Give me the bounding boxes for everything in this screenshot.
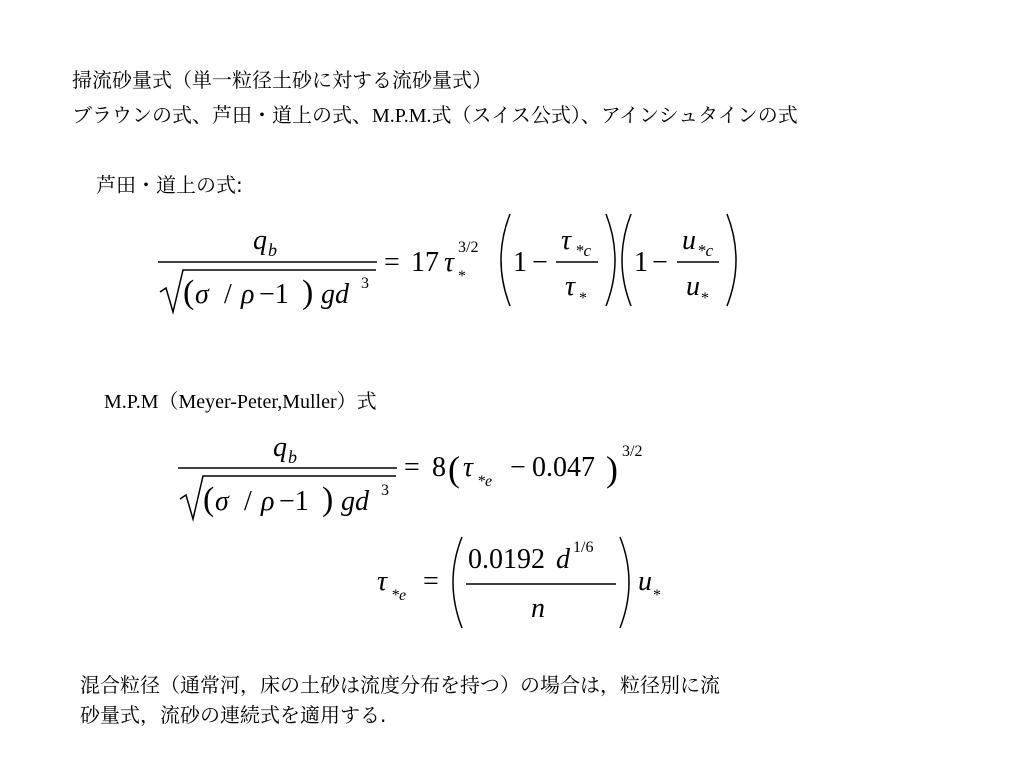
mpm-tau2-den: n — [531, 593, 545, 624]
ashida-frac2-num-sub: *c — [697, 241, 714, 260]
ashida-tau-sub: * — [458, 268, 466, 285]
footer-line-1: 混合粒径（通常河，床の土砂は流度分布を持つ）の場合は，粒径別に流 — [80, 673, 720, 697]
mpm-heading-a: M.P.M（Meyer-Peter,Muller） — [104, 391, 357, 413]
footer-line-2: 砂量式，流砂の連続式を適用する. — [80, 703, 387, 727]
ashida-heading-colon: : — [236, 173, 243, 197]
intro-line-2-a: ブラウンの式、芦田・道上の式、 — [72, 103, 372, 127]
mpm-equals: = — [404, 452, 420, 483]
ashida-minus-a: − — [532, 247, 548, 278]
ashida-num-q: q — [253, 225, 267, 256]
ashida-frac1-den-sub: * — [579, 290, 587, 307]
intro-line-1: 掃流砂量式（単一粒径土砂に対する流砂量式） — [72, 68, 492, 92]
mpm-paren-open: ( — [448, 449, 460, 489]
ashida-den-sigma: σ — [195, 279, 209, 310]
ashida-den-rho: ρ — [241, 279, 255, 310]
ashida-num-sub: b — [268, 240, 277, 260]
intro-line-2-c: 式（スイス公式）、アインシュタインの式 — [431, 103, 798, 127]
mpm-tau2-num: 0.0192 — [468, 544, 545, 575]
ashida-den-open: ( — [183, 274, 195, 311]
mpm-tau-sub: *e — [477, 473, 493, 490]
ashida-frac2-den: u — [686, 271, 700, 302]
ashida-den-minus1: −1 — [259, 279, 289, 310]
mpm-tau2-sub: *e — [391, 587, 407, 604]
mpm-exp: 3/2 — [622, 443, 643, 460]
ashida-den-exp: 3 — [361, 275, 369, 292]
mpm-den-open: ( — [203, 481, 215, 518]
ashida-heading-text: 芦田・道上の式 — [96, 173, 236, 197]
ashida-equals: = — [384, 247, 400, 278]
mpm-den-slash: / — [244, 486, 252, 517]
ashida-frac1-num: τ — [561, 225, 572, 256]
ashida-minus-b: − — [652, 247, 668, 278]
ashida-frac1-num-sub: *c — [575, 241, 592, 260]
mpm-den-close: ) — [322, 481, 334, 518]
mpm-tau2-u: u — [638, 566, 652, 597]
ashida-tau: τ — [444, 247, 455, 278]
ashida-tau-exp: 3/2 — [458, 239, 479, 256]
ashida-coef: 17 — [411, 247, 439, 278]
mpm-tau2-equals: = — [423, 566, 439, 597]
mpm-const: 0.047 — [532, 452, 595, 483]
mpm-den-gd: gd — [341, 486, 369, 517]
mpm-den-sigma: σ — [215, 486, 229, 517]
mpm-num-sub: b — [288, 447, 297, 467]
ashida-frac2-den-sub: * — [701, 290, 709, 307]
mpm-den-minus1: −1 — [279, 486, 309, 517]
mpm-paren-close: ) — [606, 449, 618, 489]
ashida-frac1-den: τ — [565, 271, 576, 302]
mpm-num-q: q — [273, 432, 287, 463]
ashida-one-b: 1 — [634, 247, 648, 278]
mpm-minus: − — [510, 452, 526, 483]
mpm-heading-b: 式 — [356, 389, 377, 413]
ashida-den-gd: gd — [321, 279, 349, 310]
ashida-den-close: ) — [302, 274, 314, 311]
mpm-tau2-u-sub: * — [653, 587, 661, 604]
ashida-den-slash: / — [224, 279, 232, 310]
intro-line-2-mpm: M.P.M. — [372, 105, 432, 127]
mpm-den-exp: 3 — [381, 482, 389, 499]
ashida-frac2-num: u — [682, 225, 696, 256]
mpm-tau2-paren-right — [620, 537, 629, 628]
mpm-tau2-paren-left — [453, 537, 462, 628]
mpm-tau: τ — [463, 452, 474, 483]
ashida-one-a: 1 — [513, 247, 527, 278]
mpm-den-rho: ρ — [261, 486, 275, 517]
mpm-tau2: τ — [377, 566, 388, 597]
mpm-tau2-num-d: d — [556, 544, 570, 575]
mpm-coef: 8 — [432, 452, 446, 483]
mpm-tau2-num-exp: 1/6 — [573, 539, 594, 556]
